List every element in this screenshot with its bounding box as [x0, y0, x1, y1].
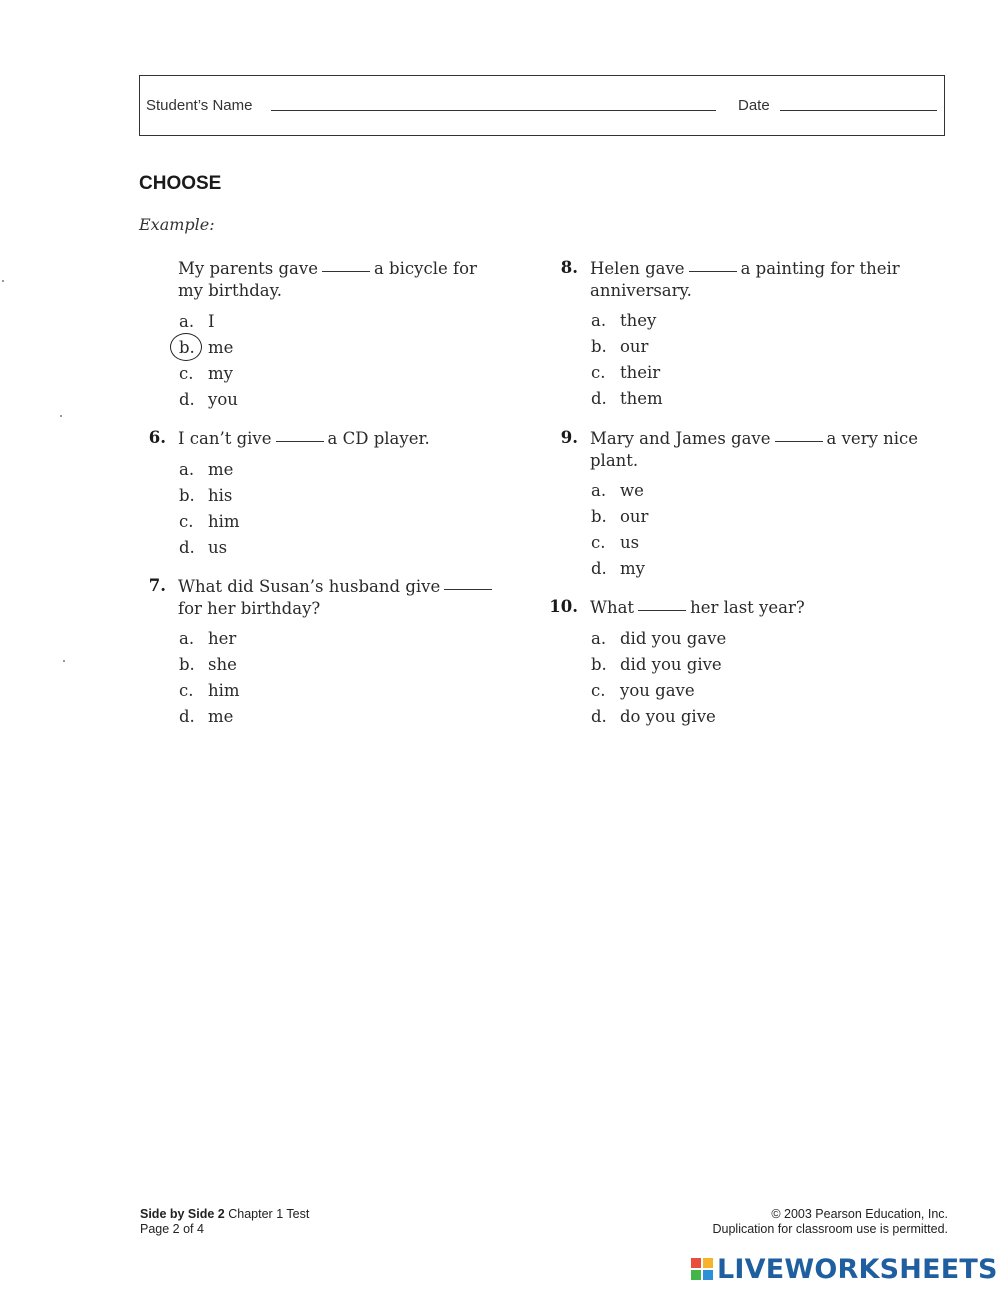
- scan-speck: [63, 660, 65, 662]
- q8-option-a[interactable]: a. they: [591, 311, 657, 330]
- q8-option-b[interactable]: b. our: [591, 337, 649, 356]
- example-option-d[interactable]: d. you: [179, 390, 238, 409]
- q6-option-c[interactable]: c. him: [179, 512, 240, 531]
- question-number: 7.: [148, 576, 166, 595]
- q7-option-d[interactable]: d. me: [179, 707, 234, 726]
- answer-blank[interactable]: [638, 610, 686, 611]
- question-7-stem: What did Susan’s husband give for her birthday?: [178, 576, 496, 620]
- question-number: 8.: [560, 258, 578, 277]
- liveworksheets-logo-icon: [690, 1257, 714, 1281]
- answer-blank[interactable]: [276, 441, 324, 442]
- q8-option-c[interactable]: c. their: [591, 363, 661, 382]
- q7-option-c[interactable]: c. him: [179, 681, 240, 700]
- example-option-a[interactable]: a. I: [179, 312, 215, 331]
- q9-option-c[interactable]: c. us: [591, 533, 640, 552]
- student-name-label: Student’s Name: [146, 97, 253, 114]
- question-number: 10.: [549, 597, 578, 616]
- footer-book-info: Side by Side 2 Chapter 1 Test Page 2 of 4: [140, 1207, 310, 1236]
- q9-option-b[interactable]: b. our: [591, 507, 649, 526]
- q10-option-a[interactable]: a. did you gave: [591, 629, 727, 648]
- q8-option-d[interactable]: d. them: [591, 389, 663, 408]
- scan-speck: [2, 280, 4, 282]
- question-10-stem: What her last year?: [590, 598, 805, 617]
- q10-option-b[interactable]: b. did you give: [591, 655, 722, 674]
- q6-option-b[interactable]: b. his: [179, 486, 233, 505]
- student-info-box: [139, 75, 945, 136]
- q10-option-d[interactable]: d. do you give: [591, 707, 716, 726]
- answer-blank[interactable]: [689, 271, 737, 272]
- q10-option-c[interactable]: c. you gave: [591, 681, 695, 700]
- liveworksheets-logo-text: LIVEWORKSHEETS: [717, 1253, 998, 1285]
- question-8-stem: Helen gave a painting for their anniversary.: [590, 259, 900, 300]
- liveworksheets-logo: [690, 1254, 998, 1284]
- scan-speck: [60, 415, 62, 417]
- date-field[interactable]: [780, 110, 937, 111]
- answer-blank[interactable]: [444, 589, 492, 590]
- question-number: 6.: [148, 428, 166, 447]
- q7-option-b[interactable]: b. she: [179, 655, 237, 674]
- question-9-stem: Mary and James gave a very nice plant.: [590, 429, 919, 470]
- example-label: Example:: [139, 215, 215, 234]
- q7-option-a[interactable]: a. her: [179, 629, 237, 648]
- example-option-c[interactable]: c. my: [179, 364, 233, 383]
- answer-blank: [322, 271, 370, 272]
- q9-option-d[interactable]: d. my: [591, 559, 645, 578]
- q9-option-a[interactable]: a. we: [591, 481, 644, 500]
- answer-blank[interactable]: [775, 441, 823, 442]
- q6-option-a[interactable]: a. me: [179, 460, 234, 479]
- question-6-stem: I can’t give a CD player.: [178, 429, 430, 448]
- example-question-stem: My parents gave a bicycle for my birthday.: [178, 259, 477, 300]
- question-number: 9.: [560, 428, 578, 447]
- footer-copyright: © 2003 Pearson Education, Inc. Duplication for classroom use is permitted.: [712, 1207, 948, 1236]
- section-title: CHOOSE: [139, 173, 222, 194]
- q6-option-d[interactable]: d. us: [179, 538, 228, 557]
- date-label: Date: [738, 97, 770, 114]
- example-option-b[interactable]: b. me: [179, 338, 233, 357]
- student-name-field[interactable]: [271, 110, 716, 111]
- answer-circle: [170, 333, 202, 361]
